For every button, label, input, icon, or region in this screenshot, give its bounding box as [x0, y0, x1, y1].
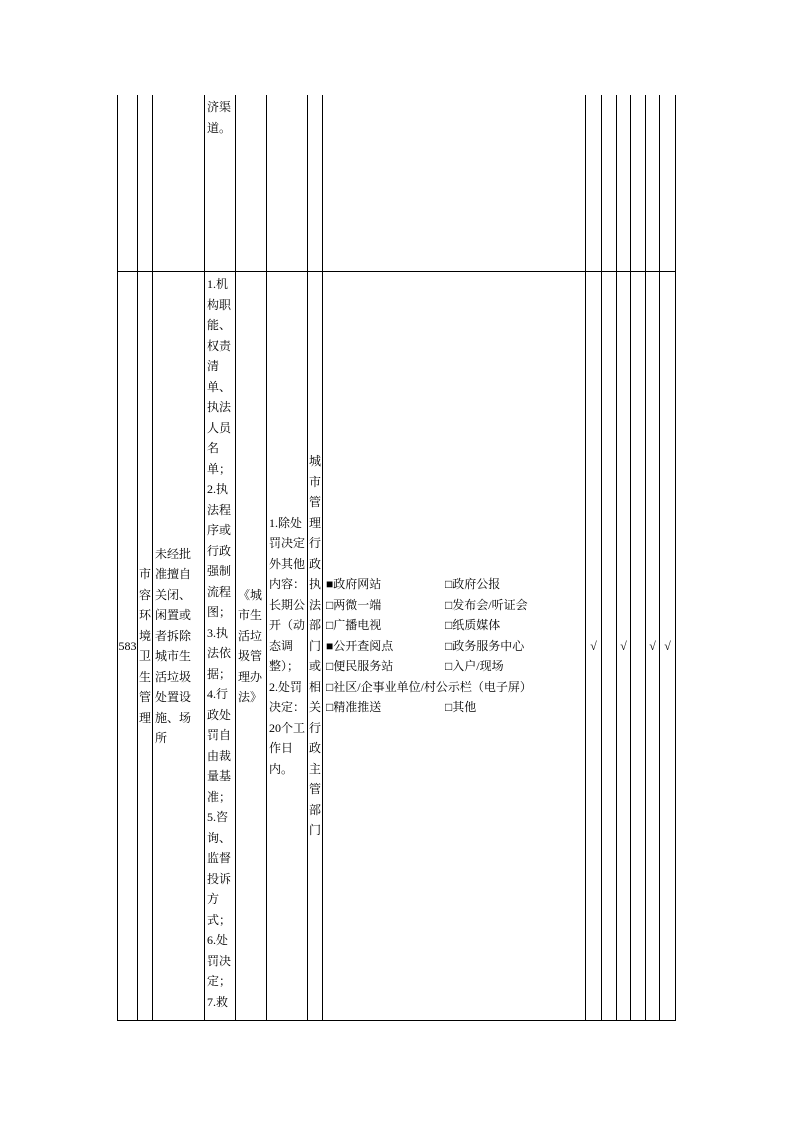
channel-option: □纸质媒体 [445, 618, 501, 633]
checkmark-icon: √ [664, 638, 671, 653]
check-cell-5 [646, 272, 660, 1020]
check-cell-3 [617, 272, 631, 1020]
time-limit-cell [267, 272, 308, 1020]
channel-option: □两微一端 [326, 597, 382, 612]
category-text: 市容环境卫生管理 [139, 567, 152, 725]
check-cell-1 [586, 272, 602, 1020]
disclosure-table [117, 95, 676, 1021]
channel-option: ■政府网站 [326, 577, 382, 592]
channel-line [326, 656, 583, 677]
channel-option: □便民服务站 [326, 659, 394, 674]
carryover-check-cell-5 [646, 95, 660, 272]
open-content-text: 1.机构职能、权责清单、执法人员名单；2.执法程序或行政强制流程图；3.执法依据；4.行政处罚自由裁量基准；5.咨询、监督投诉方式；6.处罚决定；7.救 [207, 277, 232, 1009]
channel-option: □社区/企事业单位/村公示栏（电子屏） [326, 679, 532, 694]
seq-number: 583 [118, 638, 137, 653]
channel-option: □广播电视 [326, 618, 382, 633]
channel-line [326, 677, 583, 698]
channel-line [326, 615, 583, 636]
checkmark-icon: √ [590, 638, 597, 653]
carryover-seq-cell [118, 95, 138, 272]
channel-option: □精准推送 [326, 700, 382, 715]
channel-line [326, 574, 583, 595]
channel-option: □政府公报 [445, 577, 501, 592]
subject-text: 城市管理行政执法部门或相关行政主管部门 [309, 454, 322, 838]
carryover-row [118, 95, 676, 272]
checkmark-icon: √ [649, 638, 656, 653]
carryover-category-cell [138, 95, 153, 272]
channel-option: □其他 [445, 700, 477, 715]
carryover-open-content-cell [205, 95, 236, 272]
channel-line [326, 697, 583, 718]
seq-cell [118, 272, 138, 1020]
channel-option: □政务服务中心 [445, 638, 525, 653]
check-cell-4 [631, 272, 646, 1020]
legal-basis-text: 《城市生活垃圾管理办法》 [238, 587, 263, 704]
channels-cell [323, 272, 586, 1020]
legal-basis-cell [236, 272, 267, 1020]
carryover-open-content-text: 济渠道。 [207, 100, 232, 135]
open-content-cell [205, 272, 236, 1020]
subject-cell [308, 272, 323, 1020]
carryover-subject-cell [308, 95, 323, 272]
violation-cell [153, 272, 205, 1020]
carryover-check-cell-2 [602, 95, 617, 272]
check-cell-6 [660, 272, 676, 1020]
category-cell [138, 272, 153, 1020]
channel-line [326, 636, 583, 657]
channel-option: □入户/现场 [445, 659, 504, 674]
check-cell-2 [602, 272, 617, 1020]
violation-text: 未经批准擅自关闭、闲置或者拆除城市生活垃圾处置设施、场所 [155, 546, 192, 745]
carryover-check-cell-4 [631, 95, 646, 272]
carryover-time-limit-cell [267, 95, 308, 272]
carryover-check-cell-3 [617, 95, 631, 272]
item-row [118, 272, 676, 1020]
channel-option: □发布会/听证会 [445, 597, 528, 612]
carryover-legal-basis-cell [236, 95, 267, 272]
carryover-check-cell-1 [586, 95, 602, 272]
carryover-check-cell-6 [660, 95, 676, 272]
time-limit-text: 1.除处罚决定外其他内容：长期公开（动态调整）；2.处罚决定：20个工作日内。 [269, 515, 306, 776]
carryover-channels-cell [323, 95, 586, 272]
channel-line [326, 595, 583, 616]
carryover-violation-cell [153, 95, 205, 272]
checkmark-icon: √ [620, 638, 627, 653]
channel-option: ■公开查阅点 [326, 638, 394, 653]
